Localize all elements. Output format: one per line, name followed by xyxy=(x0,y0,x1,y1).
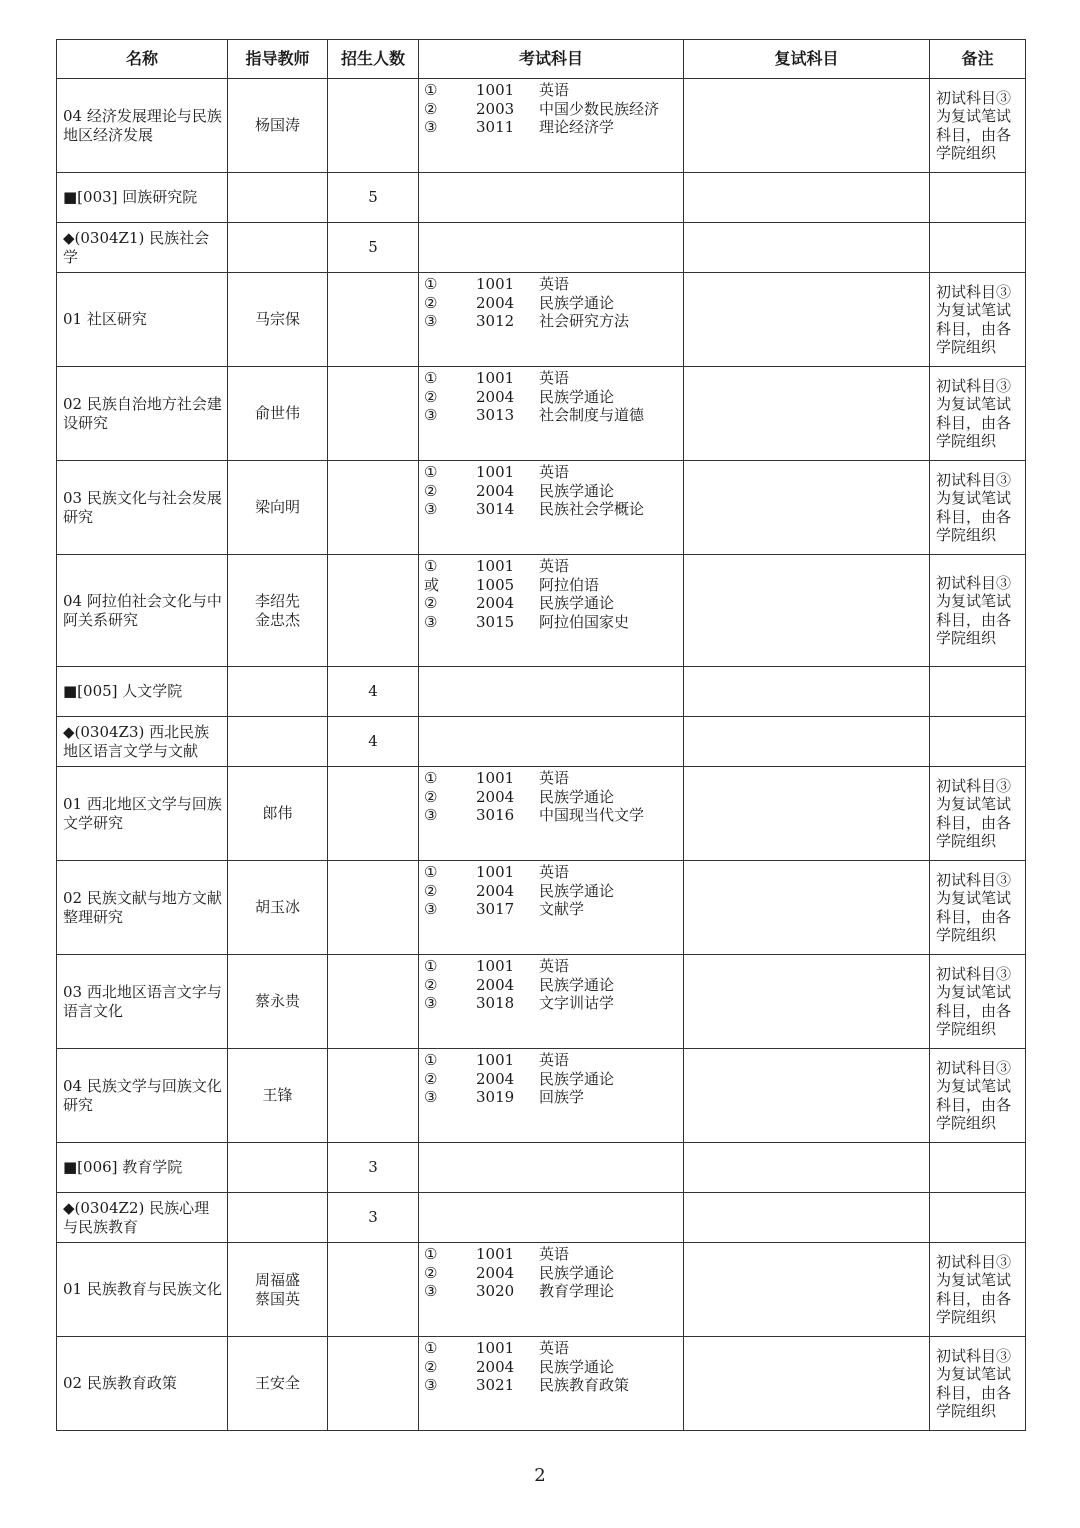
exam-marker: ① xyxy=(424,1339,438,1357)
exam-subject: 英语 xyxy=(539,863,570,881)
cell-teacher xyxy=(228,273,328,367)
cell-exam xyxy=(419,955,684,1049)
table-body xyxy=(57,79,1026,1431)
cell-exam xyxy=(419,1143,684,1193)
exam-subject-line xyxy=(419,1282,683,1301)
exam-subject: 民族学通论 xyxy=(539,881,615,900)
exam-code: 2004 xyxy=(476,1069,515,1088)
cell-quota: 4 xyxy=(328,667,419,717)
cell-name: ◆(0304Z2) 民族心理与民族教育 xyxy=(57,1193,228,1243)
exam-subject: 阿拉伯语 xyxy=(539,575,600,594)
cell-name: 02 民族教育政策 xyxy=(57,1337,228,1431)
cell-name: 01 西北地区文学与回族文学研究 xyxy=(57,767,228,861)
exam-code: 1001 xyxy=(476,81,515,99)
table-row-department xyxy=(57,173,1026,223)
exam-subject-line xyxy=(419,994,683,1013)
cell-teacher xyxy=(228,1049,328,1143)
cell-name: 03 民族文化与社会发展研究 xyxy=(57,461,228,555)
table-row xyxy=(57,367,1026,461)
table-row xyxy=(57,955,1026,1049)
cell-exam xyxy=(419,555,684,667)
exam-subject-line xyxy=(419,406,683,425)
exam-code: 3019 xyxy=(476,1088,515,1106)
cell-note: 初试科目③为复试笔试科目，由各学院组织 xyxy=(930,461,1026,555)
cell-retest xyxy=(684,1143,930,1193)
exam-subject-line xyxy=(419,118,683,137)
exam-marker: ② xyxy=(424,293,438,312)
table-row-department xyxy=(57,1193,1026,1243)
teacher-name: 杨国涛 xyxy=(254,116,300,135)
exam-subject-line xyxy=(419,81,683,100)
cell-teacher xyxy=(228,861,328,955)
teacher-name: 李绍先 xyxy=(254,592,300,610)
cell-name: ◆(0304Z3) 西北民族地区语言文学与文献 xyxy=(57,717,228,767)
cell-retest xyxy=(684,955,930,1049)
exam-code: 2004 xyxy=(476,787,515,806)
exam-subject: 民族学通论 xyxy=(539,481,615,500)
exam-subject: 民族学通论 xyxy=(539,1263,615,1282)
exam-subject-line xyxy=(419,594,683,613)
exam-subject-line xyxy=(419,976,683,995)
exam-marker: ① xyxy=(424,769,438,787)
cell-retest xyxy=(684,79,930,173)
cell-exam xyxy=(419,861,684,955)
exam-marker: ② xyxy=(424,881,438,900)
cell-note: 初试科目③为复试笔试科目，由各学院组织 xyxy=(930,1049,1026,1143)
exam-subject-line xyxy=(419,806,683,825)
exam-subject-line xyxy=(419,312,683,331)
table-row-department xyxy=(57,667,1026,717)
exam-subject: 中国少数民族经济 xyxy=(539,99,660,118)
header-teacher: 指导教师 xyxy=(228,40,328,79)
exam-marker: ① xyxy=(424,957,438,975)
cell-quota xyxy=(328,955,419,1049)
table-row-department xyxy=(57,717,1026,767)
cell-quota xyxy=(328,1049,419,1143)
cell-name: 02 民族自治地方社会建设研究 xyxy=(57,367,228,461)
cell-teacher xyxy=(228,1243,328,1337)
table-row xyxy=(57,79,1026,173)
table-row-department xyxy=(57,1143,1026,1193)
cell-exam xyxy=(419,273,684,367)
cell-exam xyxy=(419,767,684,861)
exam-subject-line xyxy=(419,1245,683,1264)
cell-quota: 3 xyxy=(328,1193,419,1243)
exam-marker: ③ xyxy=(424,612,438,631)
exam-subject: 民族教育政策 xyxy=(539,1376,630,1394)
exam-subject: 英语 xyxy=(539,1051,570,1069)
exam-code: 1001 xyxy=(476,557,515,575)
exam-marker: ① xyxy=(424,463,438,481)
exam-subject-line xyxy=(419,769,683,788)
cell-note: 初试科目③为复试笔试科目，由各学院组织 xyxy=(930,555,1026,667)
exam-code: 3018 xyxy=(476,994,515,1012)
exam-subject-line xyxy=(419,1339,683,1358)
cell-exam xyxy=(419,1193,684,1243)
table-row xyxy=(57,1337,1026,1431)
exam-marker: ② xyxy=(424,594,438,612)
cell-note: 初试科目③为复试笔试科目，由各学院组织 xyxy=(930,767,1026,861)
cell-quota xyxy=(328,367,419,461)
exam-subject-line xyxy=(419,294,683,313)
exam-subject-line xyxy=(419,882,683,901)
cell-teacher xyxy=(228,667,328,717)
cell-teacher xyxy=(228,955,328,1049)
header-note: 备注 xyxy=(930,40,1026,79)
exam-subject-line xyxy=(419,788,683,807)
exam-subject: 中国现当代文学 xyxy=(539,806,645,824)
exam-marker: ① xyxy=(424,81,438,99)
cell-teacher xyxy=(228,223,328,273)
cell-retest xyxy=(684,273,930,367)
cell-retest xyxy=(684,555,930,667)
cell-name: 01 社区研究 xyxy=(57,273,228,367)
exam-marker: ① xyxy=(424,369,438,387)
teacher-name: 周福盛 xyxy=(254,1271,300,1289)
cell-name: 03 西北地区语言文字与语言文化 xyxy=(57,955,228,1049)
exam-subject: 英语 xyxy=(539,957,570,975)
exam-code: 1001 xyxy=(476,369,515,387)
exam-subject: 阿拉伯国家史 xyxy=(539,612,630,631)
exam-code: 3011 xyxy=(476,118,515,136)
cell-name: ■[003] 回族研究院 xyxy=(57,173,228,223)
exam-subject-line xyxy=(419,900,683,919)
exam-code: 3017 xyxy=(476,900,515,918)
cell-name: ■[006] 教育学院 xyxy=(57,1143,228,1193)
teacher-name: 王锋 xyxy=(262,1086,293,1105)
cell-retest xyxy=(684,1193,930,1243)
exam-subject: 回族学 xyxy=(539,1088,585,1106)
cell-name: 04 阿拉伯社会文化与中阿关系研究 xyxy=(57,555,228,667)
cell-quota xyxy=(328,79,419,173)
exam-marker: ③ xyxy=(424,1376,438,1394)
cell-exam xyxy=(419,1243,684,1337)
cell-exam xyxy=(419,667,684,717)
cell-teacher xyxy=(228,1193,328,1243)
cell-teacher xyxy=(228,767,328,861)
cell-name: 04 经济发展理论与民族地区经济发展 xyxy=(57,79,228,173)
exam-subject-line xyxy=(419,482,683,501)
cell-exam xyxy=(419,79,684,173)
exam-subject: 英语 xyxy=(539,1245,570,1263)
cell-quota xyxy=(328,861,419,955)
exam-subject-line xyxy=(419,1051,683,1070)
header-exam: 考试科目 xyxy=(419,40,684,79)
exam-marker: 或 xyxy=(424,575,440,594)
exam-code: 2004 xyxy=(476,1263,515,1282)
exam-subject-line xyxy=(419,388,683,407)
exam-code: 2003 xyxy=(476,99,515,118)
cell-note: 初试科目③为复试笔试科目，由各学院组织 xyxy=(930,1243,1026,1337)
exam-code: 2004 xyxy=(476,387,515,406)
exam-subject-line xyxy=(419,500,683,519)
cell-teacher xyxy=(228,79,328,173)
cell-quota xyxy=(328,555,419,667)
exam-marker: ② xyxy=(424,1069,438,1088)
exam-marker: ② xyxy=(424,787,438,806)
cell-note: 初试科目③为复试笔试科目，由各学院组织 xyxy=(930,79,1026,173)
exam-subject-line xyxy=(419,613,683,632)
table-row xyxy=(57,273,1026,367)
table-row-department xyxy=(57,223,1026,273)
exam-code: 3016 xyxy=(476,806,515,824)
exam-code: 2004 xyxy=(476,594,515,612)
exam-code: 2004 xyxy=(476,975,515,994)
page-number: 2 xyxy=(534,1465,546,1486)
exam-subject-line xyxy=(419,1376,683,1395)
cell-retest xyxy=(684,767,930,861)
exam-subject: 英语 xyxy=(539,1339,570,1357)
cell-note xyxy=(930,173,1026,223)
cell-note: 初试科目③为复试笔试科目，由各学院组织 xyxy=(930,955,1026,1049)
cell-quota: 5 xyxy=(328,223,419,273)
exam-subject-line xyxy=(419,369,683,388)
cell-exam xyxy=(419,717,684,767)
exam-code: 2004 xyxy=(476,1357,515,1376)
cell-note: 初试科目③为复试笔试科目，由各学院组织 xyxy=(930,273,1026,367)
cell-name: 01 民族教育与民族文化 xyxy=(57,1243,228,1337)
exam-code: 2004 xyxy=(476,293,515,312)
exam-subject: 民族学通论 xyxy=(539,787,615,806)
cell-exam xyxy=(419,367,684,461)
cell-quota: 4 xyxy=(328,717,419,767)
exam-subject-line xyxy=(419,576,683,595)
table-header-row xyxy=(57,40,1026,79)
exam-code: 1001 xyxy=(476,1245,515,1263)
exam-subject: 民族学通论 xyxy=(539,387,615,406)
cell-note: 初试科目③为复试笔试科目，由各学院组织 xyxy=(930,367,1026,461)
cell-name: 02 民族文献与地方文献整理研究 xyxy=(57,861,228,955)
table-row xyxy=(57,555,1026,667)
exam-marker: ① xyxy=(424,863,438,881)
exam-subject-line xyxy=(419,957,683,976)
exam-marker: ① xyxy=(424,557,438,575)
exam-code: 3012 xyxy=(476,312,515,330)
teacher-name: 梁向明 xyxy=(254,498,300,517)
exam-code: 2004 xyxy=(476,881,515,900)
exam-code: 1001 xyxy=(476,1339,515,1357)
teacher-name: 蔡国英 xyxy=(254,1289,300,1308)
cell-retest xyxy=(684,173,930,223)
teacher-name: 金忠杰 xyxy=(254,610,300,629)
exam-code: 3014 xyxy=(476,500,515,518)
exam-marker: ② xyxy=(424,1357,438,1376)
cell-note xyxy=(930,667,1026,717)
exam-code: 1001 xyxy=(476,863,515,881)
cell-exam xyxy=(419,461,684,555)
teacher-name: 俞世伟 xyxy=(254,404,300,423)
exam-subject-line xyxy=(419,557,683,576)
cell-quota xyxy=(328,273,419,367)
exam-subject: 民族学通论 xyxy=(539,975,615,994)
teacher-name: 郎伟 xyxy=(262,804,293,823)
exam-marker: ③ xyxy=(424,1282,438,1300)
exam-marker: ③ xyxy=(424,118,438,136)
cell-teacher xyxy=(228,461,328,555)
cell-quota: 5 xyxy=(328,173,419,223)
teacher-name: 王安全 xyxy=(254,1374,300,1393)
cell-note: 初试科目③为复试笔试科目，由各学院组织 xyxy=(930,861,1026,955)
exam-code: 1005 xyxy=(476,575,515,594)
exam-subject: 民族学通论 xyxy=(539,1069,615,1088)
cell-note xyxy=(930,1193,1026,1243)
table-row xyxy=(57,767,1026,861)
exam-marker: ③ xyxy=(424,500,438,518)
exam-subject: 文献学 xyxy=(539,900,585,918)
exam-marker: ② xyxy=(424,99,438,118)
exam-subject-line xyxy=(419,863,683,882)
exam-code: 3015 xyxy=(476,612,515,631)
cell-note: 初试科目③为复试笔试科目，由各学院组织 xyxy=(930,1337,1026,1431)
exam-subject: 英语 xyxy=(539,557,570,575)
exam-marker: ③ xyxy=(424,994,438,1012)
cell-exam xyxy=(419,1337,684,1431)
exam-marker: ③ xyxy=(424,1088,438,1106)
teacher-name: 马宗保 xyxy=(254,310,300,329)
cell-exam xyxy=(419,1049,684,1143)
cell-quota xyxy=(328,767,419,861)
exam-subject: 英语 xyxy=(539,275,570,293)
exam-code: 1001 xyxy=(476,957,515,975)
exam-subject: 英语 xyxy=(539,369,570,387)
exam-subject: 英语 xyxy=(539,81,570,99)
exam-marker: ② xyxy=(424,975,438,994)
cell-quota xyxy=(328,461,419,555)
exam-marker: ② xyxy=(424,481,438,500)
cell-name: ■[005] 人文学院 xyxy=(57,667,228,717)
cell-name: 04 民族文学与回族文化研究 xyxy=(57,1049,228,1143)
exam-subject-line xyxy=(419,1070,683,1089)
exam-subject: 民族学通论 xyxy=(539,594,615,612)
cell-retest xyxy=(684,667,930,717)
cell-exam xyxy=(419,173,684,223)
exam-marker: ③ xyxy=(424,406,438,424)
exam-subject-line xyxy=(419,1358,683,1377)
exam-subject-line xyxy=(419,100,683,119)
cell-exam xyxy=(419,223,684,273)
exam-subject-line xyxy=(419,1264,683,1283)
cell-quota xyxy=(328,1337,419,1431)
exam-subject-line xyxy=(419,463,683,482)
cell-note xyxy=(930,717,1026,767)
cell-teacher xyxy=(228,717,328,767)
exam-marker: ③ xyxy=(424,900,438,918)
exam-subject: 社会制度与道德 xyxy=(539,406,645,424)
cell-quota: 3 xyxy=(328,1143,419,1193)
table-row xyxy=(57,1243,1026,1337)
header-quota: 招生人数 xyxy=(328,40,419,79)
exam-marker: ③ xyxy=(424,806,438,824)
exam-code: 1001 xyxy=(476,463,515,481)
exam-subject: 民族社会学概论 xyxy=(539,500,645,518)
exam-subject: 社会研究方法 xyxy=(539,312,630,330)
exam-subject: 民族学通论 xyxy=(539,293,615,312)
cell-teacher xyxy=(228,1337,328,1431)
exam-code: 3020 xyxy=(476,1282,515,1300)
teacher-name: 胡玉冰 xyxy=(254,898,300,917)
exam-marker: ① xyxy=(424,1051,438,1069)
table-row xyxy=(57,1049,1026,1143)
teacher-name: 蔡永贵 xyxy=(254,992,300,1011)
table-row xyxy=(57,861,1026,955)
exam-subject: 文字训诂学 xyxy=(539,994,615,1012)
exam-marker: ② xyxy=(424,387,438,406)
cell-note xyxy=(930,1143,1026,1193)
enrollment-table xyxy=(56,39,1026,1431)
exam-marker: ① xyxy=(424,1245,438,1263)
table-row xyxy=(57,461,1026,555)
exam-subject: 理论经济学 xyxy=(539,118,615,136)
exam-code: 3013 xyxy=(476,406,515,424)
cell-teacher xyxy=(228,367,328,461)
cell-teacher xyxy=(228,173,328,223)
exam-code: 1001 xyxy=(476,1051,515,1069)
cell-retest xyxy=(684,1337,930,1431)
exam-subject: 教育学理论 xyxy=(539,1282,615,1300)
exam-marker: ① xyxy=(424,275,438,293)
cell-retest xyxy=(684,223,930,273)
exam-subject-line xyxy=(419,1088,683,1107)
cell-note xyxy=(930,223,1026,273)
cell-retest xyxy=(684,367,930,461)
cell-teacher xyxy=(228,1143,328,1193)
cell-teacher xyxy=(228,555,328,667)
cell-retest xyxy=(684,717,930,767)
exam-subject: 英语 xyxy=(539,769,570,787)
exam-code: 1001 xyxy=(476,769,515,787)
exam-marker: ③ xyxy=(424,312,438,330)
cell-quota xyxy=(328,1243,419,1337)
exam-marker: ② xyxy=(424,1263,438,1282)
cell-retest xyxy=(684,461,930,555)
exam-code: 3021 xyxy=(476,1376,515,1394)
cell-retest xyxy=(684,1049,930,1143)
header-name: 名称 xyxy=(57,40,228,79)
header-retest: 复试科目 xyxy=(684,40,930,79)
exam-subject: 英语 xyxy=(539,463,570,481)
exam-subject-line xyxy=(419,275,683,294)
exam-code: 2004 xyxy=(476,481,515,500)
cell-retest xyxy=(684,861,930,955)
cell-name: ◆(0304Z1) 民族社会学 xyxy=(57,223,228,273)
exam-code: 1001 xyxy=(476,275,515,293)
cell-retest xyxy=(684,1243,930,1337)
exam-subject: 民族学通论 xyxy=(539,1357,615,1376)
